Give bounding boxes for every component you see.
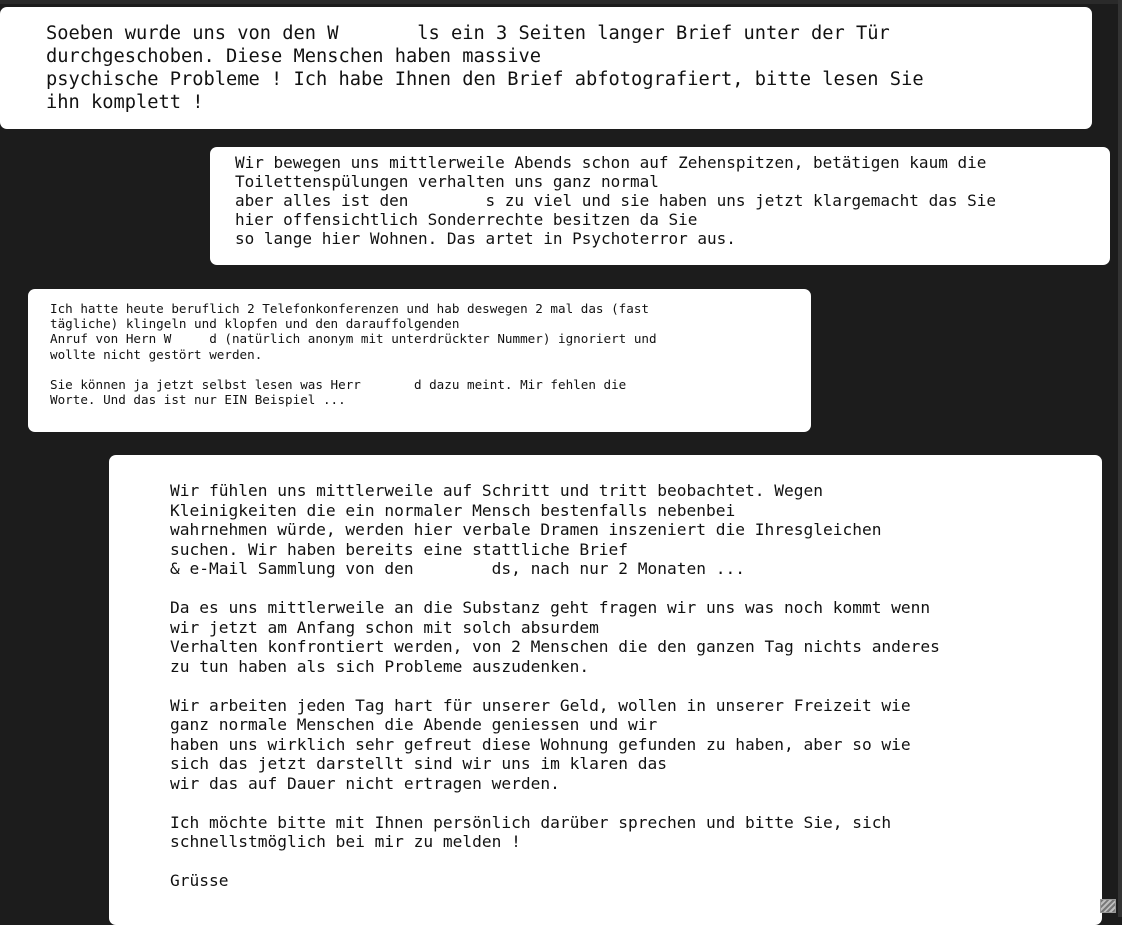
message-line: schnellstmöglich bei mir zu melden ! bbox=[170, 832, 521, 851]
message-line: wahrnehmen würde, werden hier verbale Dramen inszeniert die Ihresgleichen bbox=[170, 520, 882, 539]
resize-grip-icon[interactable] bbox=[1100, 899, 1116, 913]
paragraph-gap bbox=[170, 676, 1102, 696]
message-line: ganz normale Menschen die Abende geniessen und wir bbox=[170, 715, 658, 734]
message-line: ihn komplett ! bbox=[46, 92, 204, 113]
message-line: & e-Mail Sammlung von den ds, nach nur 2 Monaten ... bbox=[170, 559, 745, 578]
paragraph-gap bbox=[170, 852, 1102, 872]
message-line: Anruf von Hern W d (natürlich anonym mit unterdrückter Nummer) ignoriert und bbox=[50, 331, 657, 347]
message-line: zu tun haben als sich Probleme auszudenken. bbox=[170, 656, 590, 676]
message-line: wir jetzt am Anfang schon mit solch absurdem bbox=[170, 617, 599, 637]
message-line: Wir arbeiten jeden Tag hart für unserer Geld, wollen in unserer Freizeit wie bbox=[170, 695, 911, 715]
message-line: durchgeschoben. Diese Menschen haben massive bbox=[46, 46, 542, 67]
message-line: Ich möchte bitte mit Ihnen persönlich darüber sprechen und bitte Sie, sich bbox=[170, 812, 892, 832]
message-line: Worte. Und das ist nur EIN Beispiel ... bbox=[50, 392, 346, 408]
message-line: Ich hatte heute beruflich 2 Telefonkonferenzen und hab deswegen 2 mal das (fast bbox=[50, 301, 649, 316]
message-line: Da es uns mittlerweile an die Substanz geht fragen wir uns was noch kommt wenn bbox=[170, 598, 931, 617]
message-line: aber alles ist den s zu viel und sie haben uns jetzt klargemacht das Sie bbox=[235, 191, 996, 210]
message-bubble-4[interactable] bbox=[109, 455, 1102, 925]
message-line: Toilettenspülungen verhalten uns ganz normal bbox=[235, 172, 659, 191]
message-line: Wir fühlen uns mittlerweile auf Schritt und tritt beobachtet. Wegen bbox=[170, 481, 823, 500]
message-bubble-3[interactable] bbox=[28, 289, 811, 432]
message-line: Grüsse bbox=[170, 871, 229, 890]
message-line: Soeben wurde uns von den W ls ein 3 Seiten langer Brief unter der Tür bbox=[46, 23, 890, 44]
message-line: psychische Probleme ! Ich habe Ihnen den Brief abfotografiert, bitte lesen Sie bbox=[46, 69, 924, 90]
message-bubble-1[interactable] bbox=[0, 7, 1092, 129]
message-line: haben uns wirklich sehr gefreut diese Wohnung gefunden zu haben, aber so wie bbox=[170, 734, 911, 754]
message-line: so lange hier Wohnen. Das artet in Psychoterror aus. bbox=[235, 229, 736, 248]
window-top-border bbox=[0, 0, 1122, 4]
message-line: suchen. Wir haben bereits eine stattliche Brief bbox=[170, 539, 629, 559]
window-right-border bbox=[1118, 0, 1122, 917]
message-line: Verhalten konfrontiert werden, von 2 Menschen die den ganzen Tag nichts anderes bbox=[170, 637, 940, 656]
message-line: sich das jetzt darstellt sind wir uns im klaren das bbox=[170, 754, 668, 773]
message-line: tägliche) klingeln und klopfen und den darauffolgenden bbox=[50, 316, 460, 332]
message-line: wollte nicht gestört werden. bbox=[50, 346, 263, 362]
message-line: Sie können ja jetzt selbst lesen was Herr d dazu meint. Mir fehlen die bbox=[50, 377, 627, 392]
paragraph-gap bbox=[170, 579, 1102, 599]
message-line: hier offensichtlich Sonderrechte besitzen da Sie bbox=[235, 210, 698, 229]
paragraph-gap bbox=[50, 362, 811, 377]
message-line: Wir bewegen uns mittlerweile Abends schon auf Zehenspitzen, betätigen kaum die bbox=[235, 153, 987, 172]
paragraph-gap bbox=[170, 793, 1102, 813]
message-bubble-2[interactable] bbox=[210, 147, 1110, 265]
message-line: Kleinigkeiten die ein normaler Mensch bestenfalls nebenbei bbox=[170, 500, 736, 520]
message-line: wir das auf Dauer nicht ertragen werden. bbox=[170, 773, 560, 793]
